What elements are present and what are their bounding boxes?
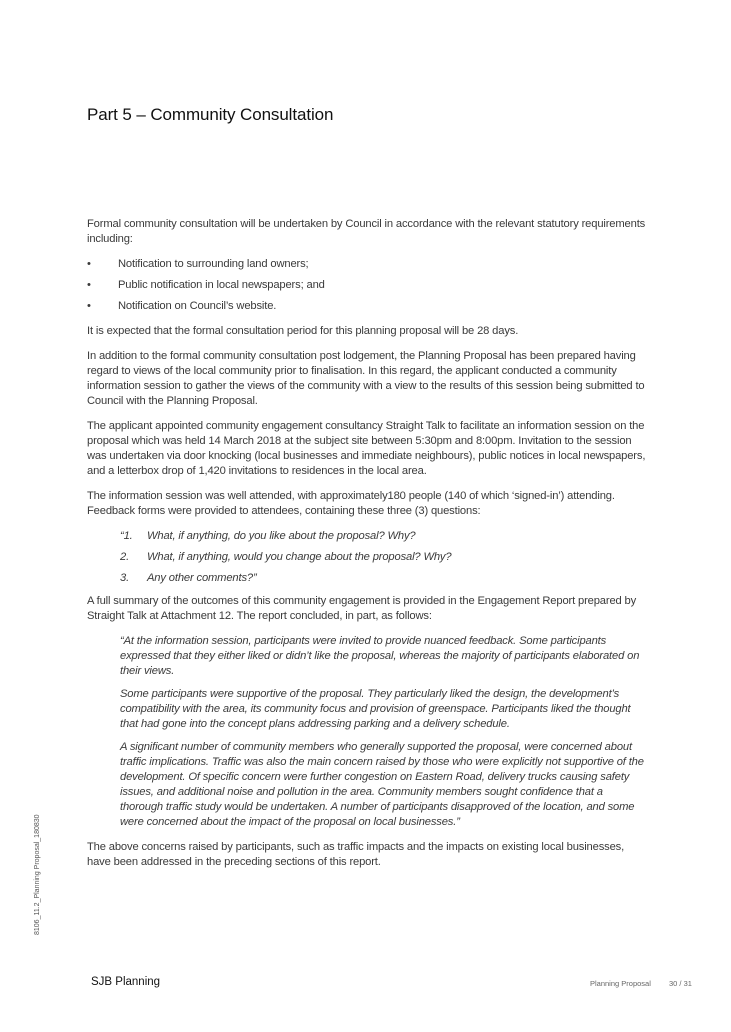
list-item: • Public notification in local newspapers; and: [87, 279, 325, 291]
footer-page-info: [590, 979, 708, 988]
closing-paragraph: The above concerns raised by participants, such as traffic impacts and the impacts on existing local businesses, have been addressed in the preceding sections of this report.: [87, 841, 625, 868]
bullet-icon: •: [87, 300, 91, 312]
bullet-icon: •: [87, 279, 91, 291]
intro-paragraph: Formal community consultation will be undertaken by Council in accordance with the relevant statutory requirements including:: [87, 218, 646, 245]
report-quote: [87, 634, 647, 830]
consultation-period-paragraph: It is expected that the formal consultation period for this planning proposal will be 28 days.: [87, 325, 519, 337]
page-title: Part 5 – Community Consultation: [87, 105, 334, 124]
list-item: • Notification on Council’s website.: [87, 300, 277, 312]
footer-doc-name: Planning Proposal: [590, 979, 651, 988]
quote-paragraph: A significant number of community members who generally supported the proposal, were concerned about traffic implications. Traffic was also the main concern raised by those who were explicitly not supportive of the development. Of specific concern were further congestion on Eastern Road, delivery trucks causing safety issues, and additional noise and pollution in the area. Community members sought confidence that a thorough traffic study would be undertaken. A number of participants disapproved of the location, and some were concerned about the impact of the proposal on local businesses.”: [120, 741, 644, 828]
side-reference: [34, 805, 48, 935]
summary-paragraph: A full summary of the outcomes of this community engagement is provided in the Engagement Report prepared by Straight Talk at Attachment 12. The report concluded, in part, as follows:: [87, 595, 637, 622]
quote-paragraph: Some participants were supportive of the proposal. They particularly liked the design, the development’s compatibility with the area, its community focus and provision of greenspace. Participants liked the thought that had gone into the concept plans addressing parking and a delivery schedule.: [120, 688, 631, 730]
quote-paragraph: “At the information session, participants were invited to provide nuanced feedback. Some participants expressed that they either liked or didn’t like the proposal, whereas the majority of participants elaborated on their views.: [120, 635, 640, 677]
question-item: 2. What, if anything, would you change about the proposal? Why?: [120, 551, 452, 563]
list-item: • Notification to surrounding land owners;: [87, 258, 309, 270]
bullet-icon: •: [87, 258, 91, 270]
prior-consultation-paragraph: In addition to the formal community consultation post lodgement, the Planning Proposal has been prepared having regard to views of the local community prior to finalisation. In this regard, the applicant conducted a community information session to gather the views of the community with a view to the results of this session being submitted to Council with the Planning Proposal.: [87, 350, 645, 407]
feedback-questions: [87, 529, 647, 586]
question-item: “1. What, if anything, do you like about the proposal? Why?: [120, 530, 416, 542]
question-item: 3. Any other comments?”: [120, 572, 257, 584]
notification-list: [87, 257, 647, 314]
page-number: 30 / 31: [668, 979, 692, 988]
footer-brand: SJB Planning: [91, 976, 161, 988]
side-reference-text: 8106_11.2_Planning Proposal_180830: [34, 814, 41, 935]
engagement-paragraph: The applicant appointed community engagement consultancy Straight Talk to facilitate an information session on the proposal which was held 14 March 2018 at the subject site between 5:30pm and 8:00pm. Invitation to the session was undertaken via door knocking (local businesses and immediate neighbours), public notices in local newspapers, and a letterbox drop of 1,420 invitations to residences in the local area.: [87, 420, 646, 477]
body-text: [87, 217, 647, 880]
attendance-paragraph: The information session was well attended, with approximately180 people (140 of which ‘signed-in’) attending. Feedback forms were provided to attendees, containing these three (3) questions:: [87, 490, 615, 517]
